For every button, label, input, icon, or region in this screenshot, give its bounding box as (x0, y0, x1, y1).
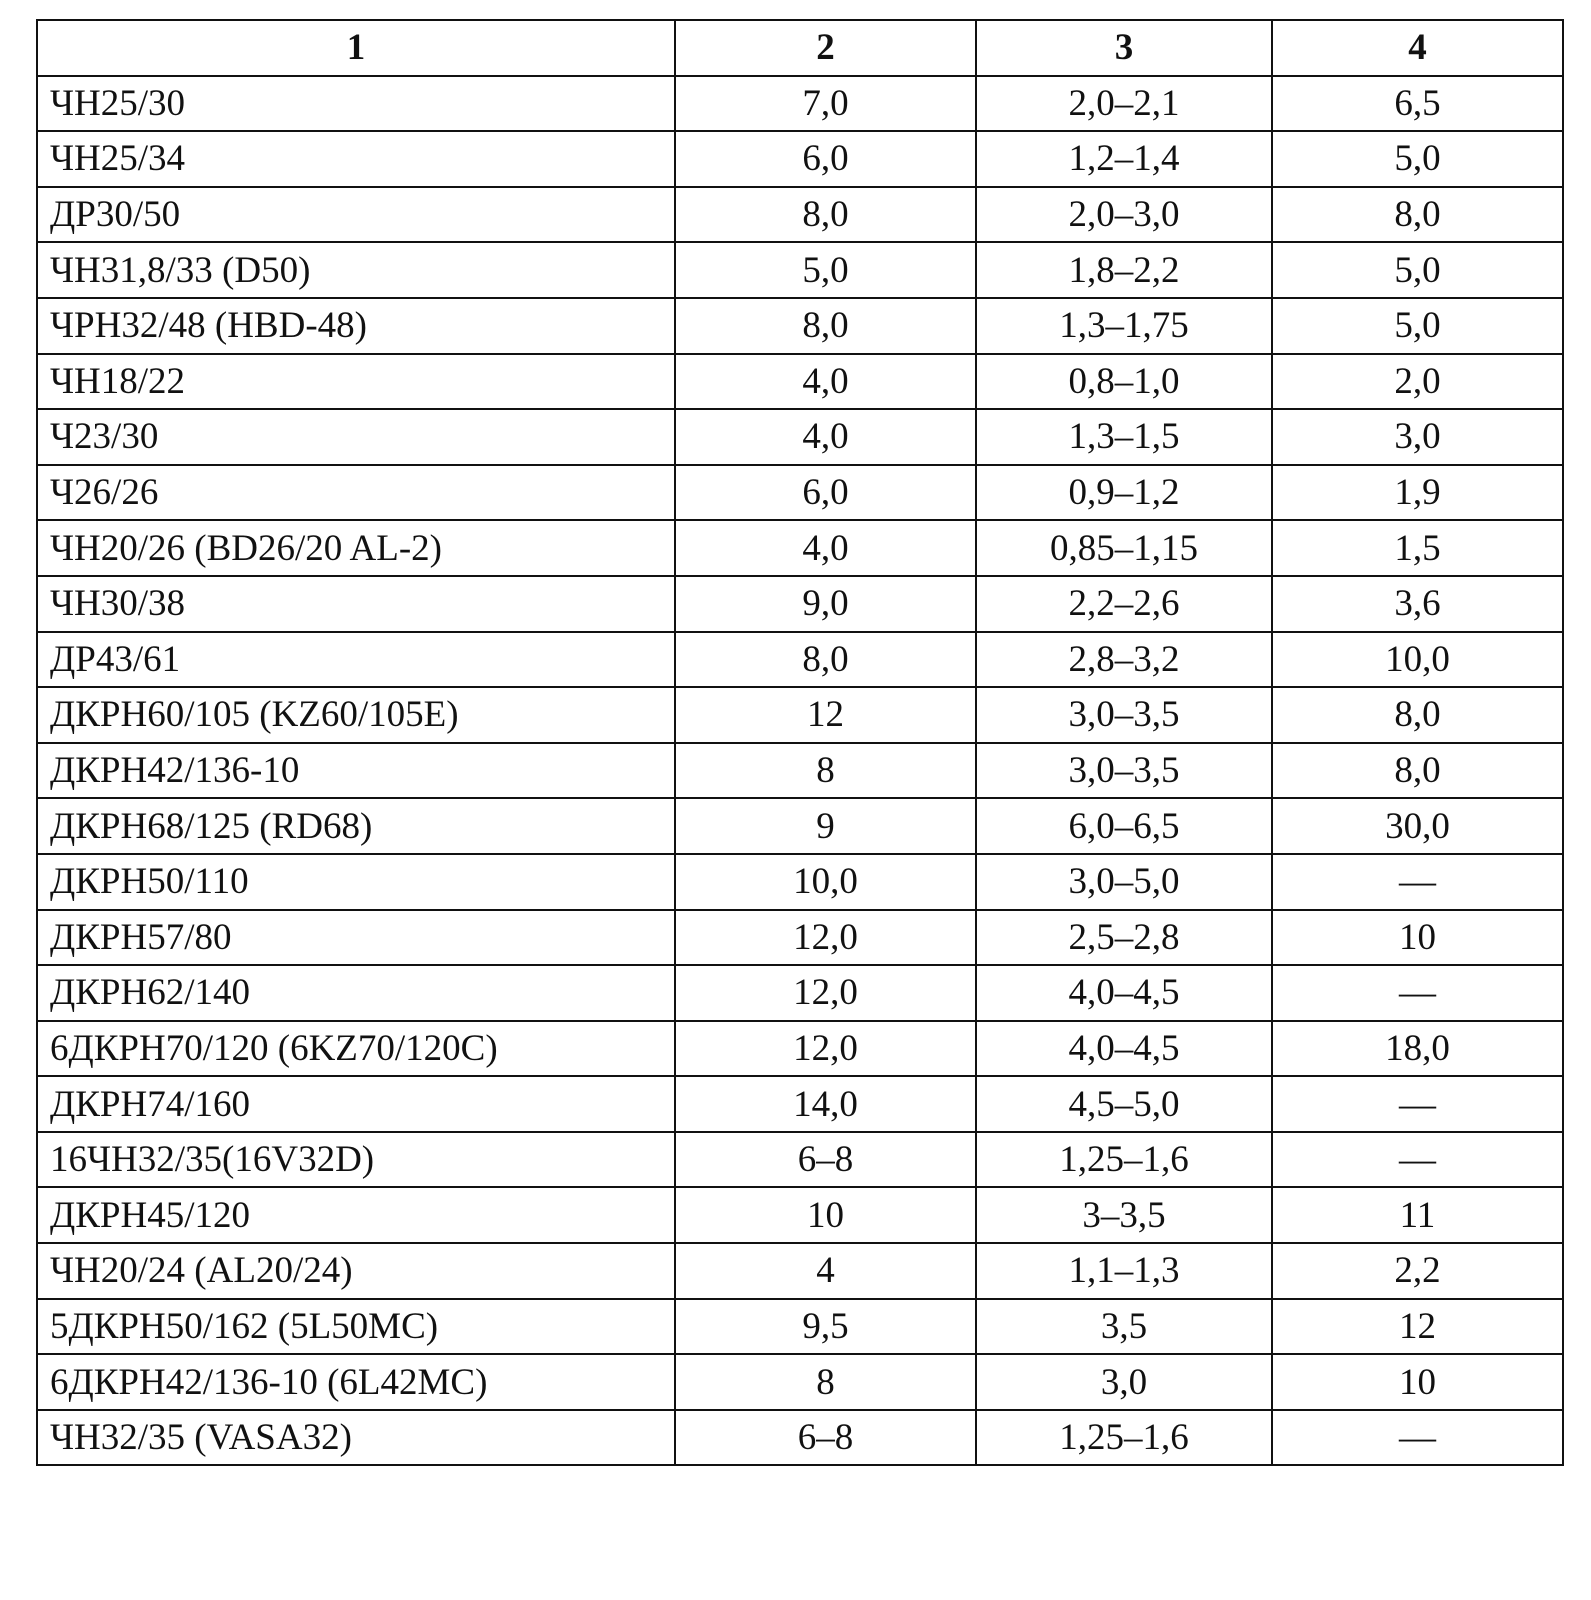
column-3-cell: 1,3–1,5 (976, 409, 1272, 465)
table-row (37, 1243, 1563, 1299)
column-3-cell: 0,8–1,0 (976, 354, 1272, 410)
table-row (37, 1187, 1563, 1243)
column-4-cell: 10,0 (1272, 632, 1563, 688)
column-3-cell: 4,0–4,5 (976, 1021, 1272, 1077)
table-row (37, 798, 1563, 854)
column-4-cell: 5,0 (1272, 242, 1563, 298)
table-row (37, 687, 1563, 743)
table-row (37, 76, 1563, 132)
column-2-cell: 4 (675, 1243, 976, 1299)
column-3-cell: 2,0–2,1 (976, 76, 1272, 132)
column-4-cell: 2,0 (1272, 354, 1563, 410)
column-2-cell: 4,0 (675, 354, 976, 410)
column-3-cell: 4,0–4,5 (976, 965, 1272, 1021)
table-row (37, 1354, 1563, 1410)
column-2-cell: 6,0 (675, 465, 976, 521)
engine-type-cell: ДКРН74/160 (37, 1076, 675, 1132)
engine-type-cell: ДКРН60/105 (KZ60/105E) (37, 687, 675, 743)
column-4-cell: 10 (1272, 1354, 1563, 1410)
column-header-4: 4 (1272, 20, 1563, 76)
column-4-cell: 10 (1272, 910, 1563, 966)
column-3-cell: 4,5–5,0 (976, 1076, 1272, 1132)
column-4-cell: — (1272, 1076, 1563, 1132)
engine-type-cell: ДР43/61 (37, 632, 675, 688)
column-3-cell: 2,0–3,0 (976, 187, 1272, 243)
engine-type-cell: ЧН20/24 (AL20/24) (37, 1243, 675, 1299)
engine-type-cell: ЧН30/38 (37, 576, 675, 632)
column-4-cell: 5,0 (1272, 131, 1563, 187)
column-2-cell: 8,0 (675, 632, 976, 688)
engine-type-cell: Ч23/30 (37, 409, 675, 465)
column-2-cell: 8 (675, 1354, 976, 1410)
column-4-cell: 18,0 (1272, 1021, 1563, 1077)
column-3-cell: 1,3–1,75 (976, 298, 1272, 354)
column-3-cell: 6,0–6,5 (976, 798, 1272, 854)
column-2-cell: 8 (675, 743, 976, 799)
column-2-cell: 8,0 (675, 298, 976, 354)
table-row (37, 632, 1563, 688)
column-2-cell: 4,0 (675, 520, 976, 576)
column-4-cell: — (1272, 854, 1563, 910)
column-4-cell: 3,0 (1272, 409, 1563, 465)
table-row (37, 131, 1563, 187)
engine-type-cell: ДКРН62/140 (37, 965, 675, 1021)
engine-type-cell: ДР30/50 (37, 187, 675, 243)
engine-type-cell: Ч26/26 (37, 465, 675, 521)
column-4-cell: 8,0 (1272, 187, 1563, 243)
engine-type-cell: ЧН18/22 (37, 354, 675, 410)
engine-type-cell: ДКРН68/125 (RD68) (37, 798, 675, 854)
column-2-cell: 5,0 (675, 242, 976, 298)
engine-type-cell: 5ДКРН50/162 (5L50MC) (37, 1299, 675, 1355)
engine-type-cell: ДКРН50/110 (37, 854, 675, 910)
column-4-cell: — (1272, 965, 1563, 1021)
engine-type-cell: ЧН25/30 (37, 76, 675, 132)
column-header-3: 3 (976, 20, 1272, 76)
column-4-cell: 8,0 (1272, 743, 1563, 799)
column-4-cell: 5,0 (1272, 298, 1563, 354)
table-row (37, 854, 1563, 910)
column-4-cell: — (1272, 1410, 1563, 1466)
engine-type-cell: 6ДКРН42/136-10 (6L42MC) (37, 1354, 675, 1410)
table-row (37, 1021, 1563, 1077)
table-row (37, 520, 1563, 576)
engine-type-cell: 16ЧН32/35(16V32D) (37, 1132, 675, 1188)
column-3-cell: 3,0–3,5 (976, 743, 1272, 799)
engine-type-cell: ДКРН42/136-10 (37, 743, 675, 799)
engine-type-cell: ЧН31,8/33 (D50) (37, 242, 675, 298)
table-row (37, 910, 1563, 966)
table-row (37, 1076, 1563, 1132)
column-2-cell: 12,0 (675, 965, 976, 1021)
column-4-cell: 1,5 (1272, 520, 1563, 576)
table-body (37, 76, 1563, 1466)
column-2-cell: 10 (675, 1187, 976, 1243)
column-2-cell: 12,0 (675, 1021, 976, 1077)
column-4-cell: — (1272, 1132, 1563, 1188)
column-3-cell: 3,0 (976, 1354, 1272, 1410)
column-header-1: 1 (37, 20, 675, 76)
column-3-cell: 1,25–1,6 (976, 1410, 1272, 1466)
column-2-cell: 12 (675, 687, 976, 743)
table-row (37, 465, 1563, 521)
column-2-cell: 14,0 (675, 1076, 976, 1132)
table-row (37, 354, 1563, 410)
column-2-cell: 6,0 (675, 131, 976, 187)
engine-type-cell: ЧРН32/48 (HBD-48) (37, 298, 675, 354)
table-row (37, 187, 1563, 243)
column-3-cell: 0,85–1,15 (976, 520, 1272, 576)
column-2-cell: 9,0 (675, 576, 976, 632)
column-3-cell: 3–3,5 (976, 1187, 1272, 1243)
column-4-cell: 3,6 (1272, 576, 1563, 632)
column-3-cell: 0,9–1,2 (976, 465, 1272, 521)
column-3-cell: 2,5–2,8 (976, 910, 1272, 966)
engine-type-cell: ДКРН57/80 (37, 910, 675, 966)
column-4-cell: 2,2 (1272, 1243, 1563, 1299)
column-2-cell: 10,0 (675, 854, 976, 910)
column-3-cell: 1,8–2,2 (976, 242, 1272, 298)
engine-type-cell: ДКРН45/120 (37, 1187, 675, 1243)
column-3-cell: 3,0–3,5 (976, 687, 1272, 743)
column-4-cell: 1,9 (1272, 465, 1563, 521)
column-2-cell: 6–8 (675, 1410, 976, 1466)
engine-type-cell: 6ДКРН70/120 (6KZ70/120C) (37, 1021, 675, 1077)
column-3-cell: 1,25–1,6 (976, 1132, 1272, 1188)
engine-type-cell: ЧН32/35 (VASA32) (37, 1410, 675, 1466)
column-2-cell: 9 (675, 798, 976, 854)
column-4-cell: 11 (1272, 1187, 1563, 1243)
table-row (37, 743, 1563, 799)
table-row (37, 242, 1563, 298)
column-4-cell: 30,0 (1272, 798, 1563, 854)
column-4-cell: 12 (1272, 1299, 1563, 1355)
table-row (37, 965, 1563, 1021)
column-3-cell: 3,5 (976, 1299, 1272, 1355)
column-3-cell: 1,1–1,3 (976, 1243, 1272, 1299)
column-2-cell: 8,0 (675, 187, 976, 243)
column-3-cell: 2,2–2,6 (976, 576, 1272, 632)
column-3-cell: 2,8–3,2 (976, 632, 1272, 688)
table-row (37, 1410, 1563, 1466)
column-2-cell: 7,0 (675, 76, 976, 132)
column-2-cell: 4,0 (675, 409, 976, 465)
table-row (37, 298, 1563, 354)
column-2-cell: 9,5 (675, 1299, 976, 1355)
table-row (37, 1299, 1563, 1355)
engine-type-cell: ЧН25/34 (37, 131, 675, 187)
column-header-2: 2 (675, 20, 976, 76)
engine-data-table (36, 19, 1564, 1466)
column-4-cell: 8,0 (1272, 687, 1563, 743)
column-4-cell: 6,5 (1272, 76, 1563, 132)
column-3-cell: 1,2–1,4 (976, 131, 1272, 187)
column-2-cell: 6–8 (675, 1132, 976, 1188)
column-2-cell: 12,0 (675, 910, 976, 966)
table-row (37, 576, 1563, 632)
table-row (37, 1132, 1563, 1188)
table-row (37, 409, 1563, 465)
column-3-cell: 3,0–5,0 (976, 854, 1272, 910)
engine-type-cell: ЧН20/26 (BD26/20 AL-2) (37, 520, 675, 576)
header-row (37, 20, 1563, 76)
